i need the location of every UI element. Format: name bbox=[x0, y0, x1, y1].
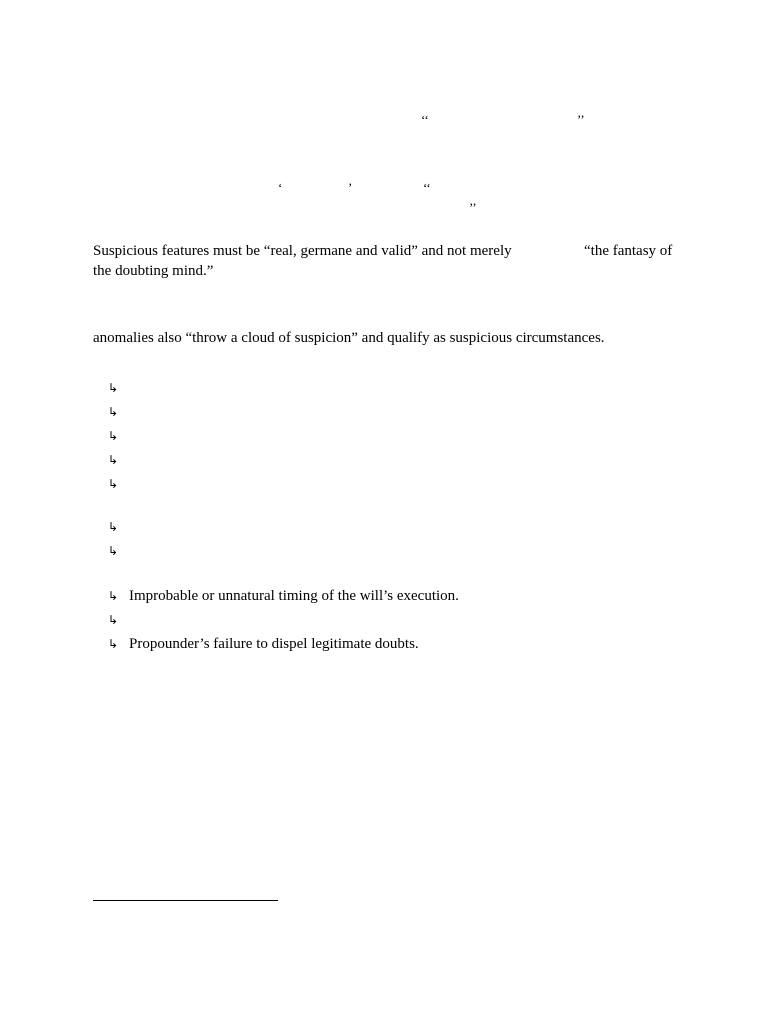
paragraph-suspicious-features-line2: the doubting mind.” bbox=[93, 263, 214, 279]
quote-close-mark: ’’ bbox=[577, 112, 585, 127]
quote-open-mark: ‘‘ bbox=[421, 112, 429, 127]
footnote-separator bbox=[93, 900, 278, 901]
bullet-arrow-icon: ↳ bbox=[108, 405, 119, 419]
bullet-arrow-icon: ↳ bbox=[108, 544, 119, 558]
bullet-arrow-icon: ↳ bbox=[108, 637, 119, 651]
bullet-arrow-icon: ↳ bbox=[108, 613, 119, 627]
bullet-arrow-icon: ↳ bbox=[108, 520, 119, 534]
bullet-arrow-icon: ↳ bbox=[108, 429, 119, 443]
list-item-failure-to-dispel: Propounder’s failure to dispel legitimate doubts. bbox=[129, 636, 419, 652]
bullet-arrow-icon: ↳ bbox=[108, 453, 119, 467]
single-quote-open-mark: ‘ bbox=[278, 180, 283, 195]
bullet-arrow-icon: ↳ bbox=[108, 381, 119, 395]
quote-close-mark-2: ’’ bbox=[469, 200, 477, 215]
paragraph-suspicious-features-line1-end: “the fantasy of bbox=[584, 243, 673, 259]
bullet-arrow-icon: ↳ bbox=[108, 477, 119, 491]
quote-open-mark-2: ‘‘ bbox=[423, 180, 431, 195]
list-item-improbable-timing: Improbable or unnatural timing of the will’s execution. bbox=[129, 588, 459, 604]
single-quote-close-mark: ’ bbox=[348, 180, 353, 195]
paragraph-suspicious-features-line1: Suspicious features must be “real, germane and valid” and not merely bbox=[93, 243, 512, 259]
paragraph-anomalies: anomalies also “throw a cloud of suspicion” and qualify as suspicious circumstances. bbox=[93, 330, 605, 346]
bullet-arrow-icon: ↳ bbox=[108, 589, 119, 603]
